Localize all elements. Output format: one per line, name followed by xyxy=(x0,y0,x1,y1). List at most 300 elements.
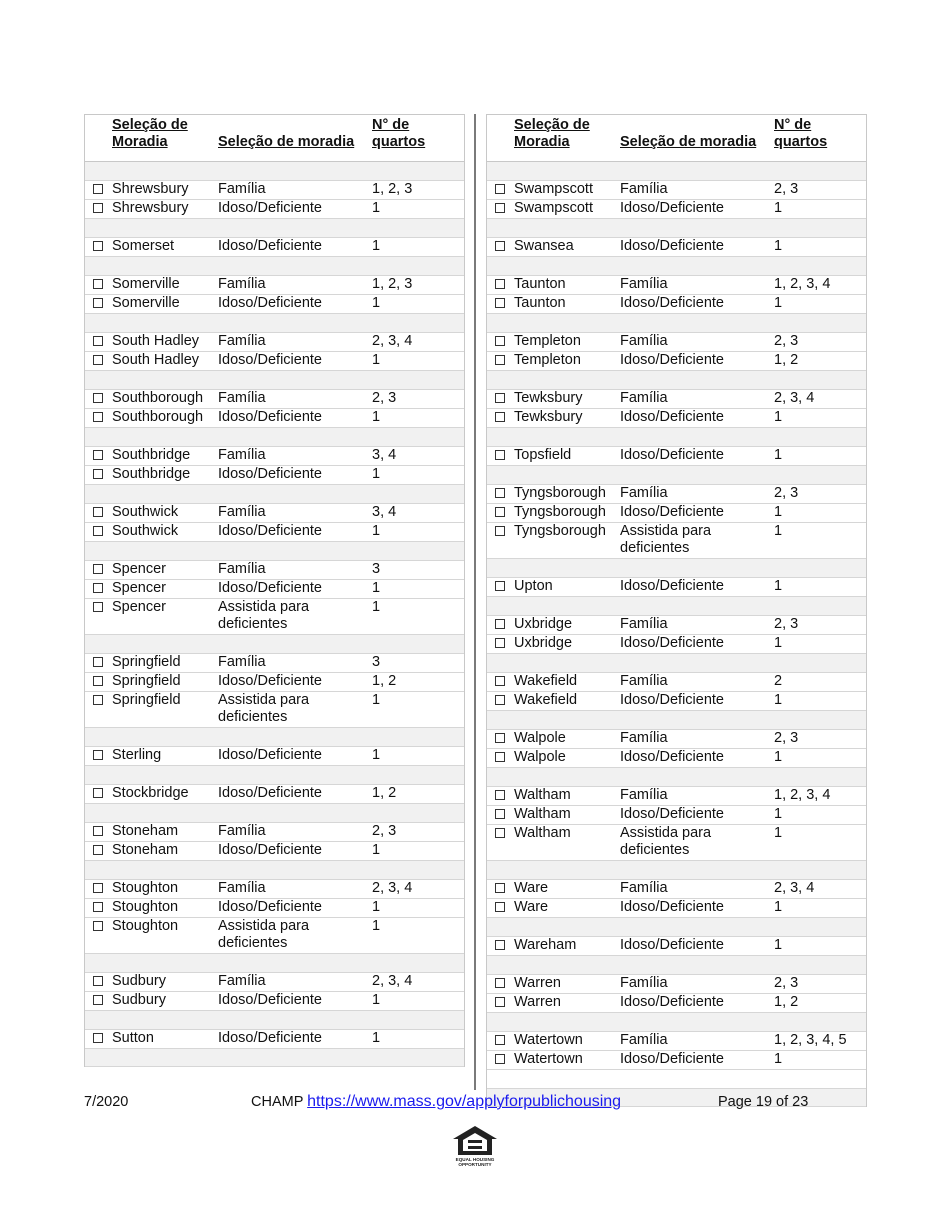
row-checkbox[interactable] xyxy=(93,203,103,213)
housing-type: Idoso/Deficiente xyxy=(218,1030,322,1046)
row-checkbox[interactable] xyxy=(93,1033,103,1043)
city-name: Wakefield xyxy=(514,692,578,708)
table-row xyxy=(487,975,866,994)
city-name: Tyngsborough xyxy=(514,504,606,520)
row-checkbox[interactable] xyxy=(495,883,505,893)
room-count: 1 xyxy=(372,1030,381,1046)
room-count: 1 xyxy=(372,580,381,596)
table-row xyxy=(487,880,866,899)
row-checkbox[interactable] xyxy=(93,355,103,365)
city-name: Taunton xyxy=(514,295,566,311)
housing-type: Família xyxy=(620,181,668,197)
city-name: Tewksbury xyxy=(514,390,583,406)
spacer-row xyxy=(487,559,866,578)
housing-type: Idoso/Deficiente xyxy=(218,842,322,858)
row-checkbox[interactable] xyxy=(93,995,103,1005)
row-checkbox[interactable] xyxy=(93,583,103,593)
city-name: Southborough xyxy=(112,390,204,406)
left-column-table xyxy=(84,114,465,1067)
housing-type: Assistida para deficientes xyxy=(620,825,712,858)
housing-type: Idoso/Deficiente xyxy=(620,937,724,953)
row-checkbox[interactable] xyxy=(93,279,103,289)
city-name: Somerville xyxy=(112,295,180,311)
city-name: Ware xyxy=(514,880,549,896)
table-row xyxy=(487,825,866,861)
row-checkbox[interactable] xyxy=(495,695,505,705)
spacer-row xyxy=(487,711,866,730)
table-row xyxy=(85,747,464,766)
spacer-row xyxy=(85,371,464,390)
footer-prefix: CHAMP xyxy=(251,1094,304,1110)
housing-type: Idoso/Deficiente xyxy=(620,899,724,915)
row-checkbox[interactable] xyxy=(495,488,505,498)
table-row xyxy=(85,899,464,918)
row-checkbox[interactable] xyxy=(495,412,505,422)
spacer-row xyxy=(487,466,866,485)
row-checkbox[interactable] xyxy=(93,184,103,194)
table-row xyxy=(85,200,464,219)
city-name: Waltham xyxy=(514,806,571,822)
housing-type: Idoso/Deficiente xyxy=(620,504,724,520)
row-checkbox[interactable] xyxy=(93,526,103,536)
room-count: 1 xyxy=(774,578,783,594)
city-name: Spencer xyxy=(112,580,167,596)
row-checkbox[interactable] xyxy=(93,976,103,986)
row-checkbox[interactable] xyxy=(495,752,505,762)
table-row xyxy=(85,352,464,371)
housing-type: Idoso/Deficiente xyxy=(620,238,724,254)
row-checkbox[interactable] xyxy=(495,184,505,194)
room-count: 1 xyxy=(372,466,381,482)
row-checkbox[interactable] xyxy=(495,978,505,988)
housing-type: Família xyxy=(218,561,266,577)
footer-page-number: Page 19 of 23 xyxy=(718,1094,809,1110)
city-name: Watertown xyxy=(514,1051,583,1067)
room-count: 1 xyxy=(372,692,381,708)
room-count: 1 xyxy=(372,992,381,1008)
spacer-row xyxy=(487,428,866,447)
spacer-row xyxy=(85,635,464,654)
city-name: Waltham xyxy=(514,825,571,841)
table-row xyxy=(85,654,464,673)
row-checkbox[interactable] xyxy=(495,393,505,403)
header-moradia: Seleção de Moradia xyxy=(112,117,188,150)
table-row xyxy=(85,504,464,523)
row-checkbox[interactable] xyxy=(93,826,103,836)
table-row xyxy=(487,692,866,711)
room-count: 1 xyxy=(774,1051,783,1067)
city-name: Templeton xyxy=(514,333,581,349)
room-count: 1, 2, 3, 4 xyxy=(774,787,831,803)
city-name: Swampscott xyxy=(514,200,593,216)
row-checkbox[interactable] xyxy=(495,355,505,365)
housing-type: Idoso/Deficiente xyxy=(620,295,724,311)
room-count: 1 xyxy=(372,200,381,216)
room-count: 1, 2, 3, 4 xyxy=(774,276,831,292)
city-name: Tyngsborough xyxy=(514,523,606,539)
city-name: Stoughton xyxy=(112,918,179,934)
table-row xyxy=(85,918,464,954)
row-checkbox[interactable] xyxy=(495,507,505,517)
city-name: Stockbridge xyxy=(112,785,189,801)
row-checkbox[interactable] xyxy=(93,657,103,667)
room-count: 2, 3 xyxy=(372,823,397,839)
housing-type: Família xyxy=(620,673,668,689)
table-row xyxy=(85,561,464,580)
row-checkbox[interactable] xyxy=(495,336,505,346)
room-count: 1, 2, 3 xyxy=(372,276,413,292)
housing-type: Idoso/Deficiente xyxy=(620,447,724,463)
housing-type: Idoso/Deficiente xyxy=(620,692,724,708)
row-checkbox[interactable] xyxy=(495,902,505,912)
table-row xyxy=(85,1030,464,1049)
spacer-row xyxy=(85,1011,464,1030)
city-name: Shrewsbury xyxy=(112,181,189,197)
housing-type: Família xyxy=(218,973,266,989)
table-row xyxy=(487,899,866,918)
housing-type: Idoso/Deficiente xyxy=(218,238,322,254)
table-row xyxy=(487,485,866,504)
row-checkbox[interactable] xyxy=(495,298,505,308)
table-row xyxy=(487,749,866,768)
row-checkbox[interactable] xyxy=(93,469,103,479)
table-row xyxy=(487,635,866,654)
row-checkbox[interactable] xyxy=(495,676,505,686)
table-row xyxy=(487,616,866,635)
row-checkbox[interactable] xyxy=(93,241,103,251)
city-name: Shrewsbury xyxy=(112,200,189,216)
row-checkbox[interactable] xyxy=(93,902,103,912)
table-row xyxy=(487,673,866,692)
room-count: 1 xyxy=(774,899,783,915)
city-name: Somerville xyxy=(112,276,180,292)
room-count: 1 xyxy=(774,523,783,539)
room-count: 2, 3 xyxy=(774,616,799,632)
row-checkbox[interactable] xyxy=(93,845,103,855)
spacer-row xyxy=(85,954,464,973)
room-count: 1 xyxy=(774,409,783,425)
spacer-row xyxy=(85,485,464,504)
city-name: South Hadley xyxy=(112,352,200,368)
row-checkbox[interactable] xyxy=(93,921,103,931)
spacer-row xyxy=(85,314,464,333)
room-count: 1, 2, 3 xyxy=(372,181,413,197)
room-count: 1 xyxy=(774,447,783,463)
housing-type: Família xyxy=(218,504,266,520)
table-row xyxy=(487,994,866,1013)
room-count: 1 xyxy=(372,747,381,763)
table-row xyxy=(487,295,866,314)
city-name: Stoughton xyxy=(112,899,179,915)
city-name: Ware xyxy=(514,899,549,915)
table-row xyxy=(85,390,464,409)
row-checkbox[interactable] xyxy=(495,809,505,819)
room-count: 1, 2 xyxy=(774,994,799,1010)
spacer-row xyxy=(85,428,464,447)
city-name: Stoughton xyxy=(112,880,179,896)
table-row xyxy=(85,823,464,842)
row-checkbox[interactable] xyxy=(93,602,103,612)
housing-type: Família xyxy=(620,975,668,991)
table-row xyxy=(487,937,866,956)
room-count: 2, 3 xyxy=(774,730,799,746)
city-name: Uxbridge xyxy=(514,616,573,632)
table-row xyxy=(85,973,464,992)
table-row xyxy=(85,333,464,352)
table-row xyxy=(487,523,866,559)
row-checkbox[interactable] xyxy=(93,750,103,760)
row-checkbox[interactable] xyxy=(495,997,505,1007)
housing-type: Família xyxy=(620,485,668,501)
table-row xyxy=(85,580,464,599)
city-name: Tewksbury xyxy=(514,409,583,425)
table-row xyxy=(487,333,866,352)
header-quartos: N° de quartos xyxy=(774,117,828,150)
room-count: 1 xyxy=(372,352,381,368)
housing-type: Idoso/Deficiente xyxy=(620,578,724,594)
housing-type: Idoso/Deficiente xyxy=(218,992,322,1008)
row-checkbox[interactable] xyxy=(495,828,505,838)
room-count: 2, 3, 4 xyxy=(372,333,413,349)
spacer-row xyxy=(85,861,464,880)
city-name: Watertown xyxy=(514,1032,583,1048)
city-name: Springfield xyxy=(112,654,181,670)
housing-type: Família xyxy=(620,390,668,406)
room-count: 2, 3 xyxy=(774,333,799,349)
city-name: Sutton xyxy=(112,1030,154,1046)
left-rows xyxy=(85,162,464,1067)
housing-type: Família xyxy=(218,181,266,197)
housing-type: Família xyxy=(620,880,668,896)
row-checkbox[interactable] xyxy=(495,241,505,251)
header-selecao: Seleção de moradia xyxy=(218,134,355,150)
housing-type: Família xyxy=(620,276,668,292)
table-row xyxy=(85,181,464,200)
housing-type: Família xyxy=(620,333,668,349)
table-header xyxy=(85,114,464,162)
right-column-table xyxy=(486,114,867,1107)
city-name: Topsfield xyxy=(514,447,572,463)
city-name: Uxbridge xyxy=(514,635,573,651)
table-row xyxy=(487,181,866,200)
housing-type: Idoso/Deficiente xyxy=(218,899,322,915)
housing-type: Família xyxy=(218,880,266,896)
table-row xyxy=(487,390,866,409)
row-checkbox[interactable] xyxy=(93,450,103,460)
room-count: 1 xyxy=(372,599,381,615)
housing-type: Família xyxy=(218,654,266,670)
spacer-row xyxy=(487,219,866,238)
city-name: Spencer xyxy=(112,561,167,577)
table-row xyxy=(487,806,866,825)
city-name: Somerset xyxy=(112,238,175,254)
logo-text-line2: OPPORTUNITY xyxy=(458,1162,492,1167)
row-checkbox[interactable] xyxy=(495,279,505,289)
table-row xyxy=(487,578,866,597)
room-count: 1 xyxy=(774,825,783,841)
room-count: 1 xyxy=(774,504,783,520)
city-name: Springfield xyxy=(112,673,181,689)
spacer-row xyxy=(487,918,866,937)
room-count: 3 xyxy=(372,654,381,670)
housing-type: Família xyxy=(620,1032,668,1048)
logo-text-line1: EQUAL HOUSING xyxy=(455,1157,495,1162)
city-name: Stoneham xyxy=(112,823,179,839)
row-checkbox[interactable] xyxy=(495,1054,505,1064)
housing-type: Família xyxy=(218,390,266,406)
city-name: Walpole xyxy=(514,749,566,765)
row-checkbox[interactable] xyxy=(495,450,505,460)
row-checkbox[interactable] xyxy=(495,581,505,591)
spacer-row xyxy=(487,162,866,181)
housing-type: Idoso/Deficiente xyxy=(620,409,724,425)
table-row xyxy=(487,787,866,806)
housing-type: Idoso/Deficiente xyxy=(218,466,322,482)
room-count: 1 xyxy=(774,238,783,254)
table-row xyxy=(85,992,464,1011)
row-checkbox[interactable] xyxy=(495,790,505,800)
table-row xyxy=(85,466,464,485)
row-checkbox[interactable] xyxy=(495,733,505,743)
row-checkbox[interactable] xyxy=(495,940,505,950)
housing-type: Idoso/Deficiente xyxy=(218,580,322,596)
housing-type: Família xyxy=(620,616,668,632)
room-count: 3, 4 xyxy=(372,447,397,463)
table-row xyxy=(85,692,464,728)
city-name: South Hadley xyxy=(112,333,200,349)
city-name: Upton xyxy=(514,578,553,594)
row-checkbox[interactable] xyxy=(93,695,103,705)
table-row xyxy=(85,880,464,899)
housing-type: Idoso/Deficiente xyxy=(620,200,724,216)
row-checkbox[interactable] xyxy=(495,619,505,629)
room-count: 1 xyxy=(774,806,783,822)
spacer-row xyxy=(85,219,464,238)
row-checkbox[interactable] xyxy=(495,1035,505,1045)
row-checkbox[interactable] xyxy=(93,393,103,403)
table-row xyxy=(85,409,464,428)
city-name: Spencer xyxy=(112,599,167,615)
housing-type: Idoso/Deficiente xyxy=(620,1051,724,1067)
room-count: 2, 3 xyxy=(774,181,799,197)
housing-type: Família xyxy=(218,823,266,839)
row-checkbox[interactable] xyxy=(495,203,505,213)
table-row xyxy=(487,1051,866,1070)
row-checkbox[interactable] xyxy=(93,412,103,422)
room-count: 1 xyxy=(774,937,783,953)
table-row xyxy=(85,785,464,804)
room-count: 3, 4 xyxy=(372,504,397,520)
city-name: Taunton xyxy=(514,276,566,292)
room-count: 2, 3, 4 xyxy=(774,390,815,406)
housing-type: Idoso/Deficiente xyxy=(218,409,322,425)
housing-type: Assistida para deficientes xyxy=(620,523,712,556)
housing-type: Família xyxy=(620,730,668,746)
spacer-row xyxy=(85,766,464,785)
housing-type: Idoso/Deficiente xyxy=(620,352,724,368)
table-row xyxy=(487,276,866,295)
city-name: Tyngsborough xyxy=(514,485,606,501)
row-checkbox[interactable] xyxy=(93,507,103,517)
table-row xyxy=(487,200,866,219)
room-count: 1 xyxy=(372,842,381,858)
room-count: 1 xyxy=(774,635,783,651)
housing-type: Idoso/Deficiente xyxy=(218,200,322,216)
table-row xyxy=(85,238,464,257)
room-count: 1 xyxy=(774,295,783,311)
table-row xyxy=(85,599,464,635)
spacer-row xyxy=(85,162,464,181)
table-row xyxy=(487,352,866,371)
row-checkbox[interactable] xyxy=(93,676,103,686)
housing-type: Idoso/Deficiente xyxy=(620,994,724,1010)
city-name: Swansea xyxy=(514,238,574,254)
right-rows xyxy=(487,162,866,1107)
spacer-row xyxy=(85,1049,464,1067)
row-checkbox[interactable] xyxy=(93,298,103,308)
footer-date: 7/2020 xyxy=(84,1094,129,1110)
room-count: 1, 2 xyxy=(774,352,799,368)
room-count: 1, 2 xyxy=(372,785,397,801)
room-count: 2 xyxy=(774,673,783,689)
row-checkbox[interactable] xyxy=(495,638,505,648)
room-count: 1 xyxy=(372,899,381,915)
row-checkbox[interactable] xyxy=(93,564,103,574)
spacer-row xyxy=(85,728,464,747)
city-name: Sudbury xyxy=(112,992,167,1008)
equal-housing-opportunity-icon xyxy=(450,1124,500,1168)
row-checkbox[interactable] xyxy=(93,883,103,893)
housing-type: Idoso/Deficiente xyxy=(218,352,322,368)
city-name: Sterling xyxy=(112,747,162,763)
housing-type: Idoso/Deficiente xyxy=(620,635,724,651)
room-count: 1 xyxy=(774,200,783,216)
room-count: 2, 3 xyxy=(372,390,397,406)
city-name: Templeton xyxy=(514,352,581,368)
table-row xyxy=(85,673,464,692)
row-checkbox[interactable] xyxy=(93,336,103,346)
spacer-row xyxy=(487,956,866,975)
footer-link[interactable]: https://www.mass.gov/applyforpublichousing xyxy=(307,1093,622,1110)
header-selecao: Seleção de moradia xyxy=(620,134,757,150)
housing-type: Idoso/Deficiente xyxy=(218,295,322,311)
empty-row xyxy=(487,1070,866,1089)
table-row xyxy=(487,504,866,523)
city-name: Warren xyxy=(514,975,561,991)
city-name: Stoneham xyxy=(112,842,179,858)
room-count: 1, 2, 3, 4, 5 xyxy=(774,1032,847,1048)
city-name: Sudbury xyxy=(112,973,167,989)
spacer-row xyxy=(487,314,866,333)
city-name: Swampscott xyxy=(514,181,593,197)
row-checkbox[interactable] xyxy=(93,788,103,798)
housing-type: Família xyxy=(218,276,266,292)
spacer-row xyxy=(487,597,866,616)
housing-type: Idoso/Deficiente xyxy=(218,673,322,689)
room-count: 1 xyxy=(372,409,381,425)
row-checkbox[interactable] xyxy=(495,526,505,536)
city-name: Southwick xyxy=(112,504,179,520)
city-name: Springfield xyxy=(112,692,181,708)
room-count: 1 xyxy=(372,523,381,539)
city-name: Wakefield xyxy=(514,673,578,689)
housing-type: Idoso/Deficiente xyxy=(620,806,724,822)
column-divider xyxy=(474,114,476,1090)
city-name: Southborough xyxy=(112,409,204,425)
room-count: 1 xyxy=(372,918,381,934)
housing-type: Assistida para deficientes xyxy=(218,918,310,951)
housing-type: Família xyxy=(620,787,668,803)
